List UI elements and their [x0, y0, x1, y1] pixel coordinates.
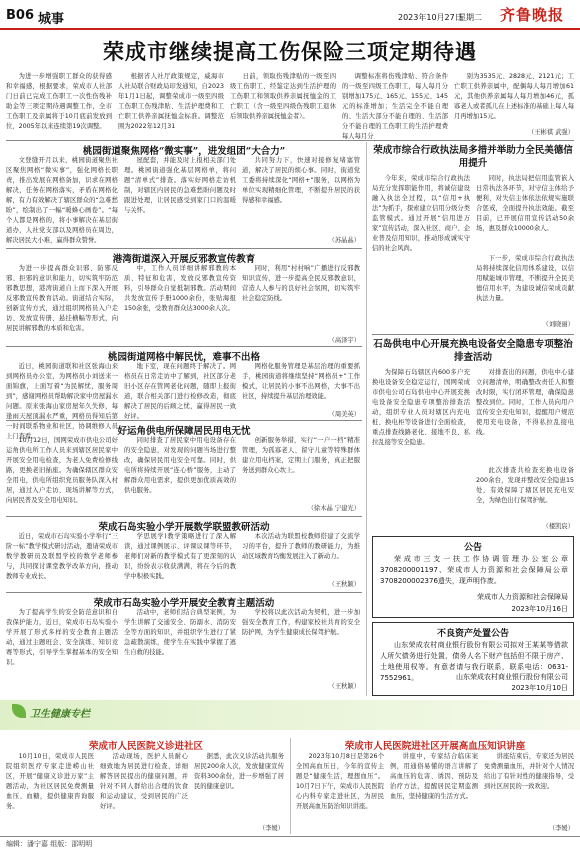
article-title: 桃园街道网格中解民忧，难事不出格 — [107, 352, 260, 363]
article-byline: （李媛） — [258, 825, 284, 832]
column-divider — [290, 738, 291, 834]
article-byline: （周美英） — [328, 411, 360, 418]
header-rule — [0, 28, 580, 30]
article-column: 同时排查了居民家中用电设备存在的安全隐患，对发现的问题当场进行整改，确保居民用电安全可靠。同时，供电所将持续开展“连心桥”服务，主动了解群众用电需求，提供更加优质高效的供电服务。 — [124, 437, 236, 494]
article-byline: （刘晓丽） — [542, 321, 574, 328]
lead-headline: 荣成市继续提高工伤保险三项定期待遇 — [103, 39, 477, 64]
article-column: 同时，利用“村村响”广播进行反邪教知识宣传，进一步提高全民反邪教意识，营造人人参与的良好社会氛围，切实筑牢社会稳定防线。 — [242, 265, 360, 302]
article-title: 荣成市石岛实验小学开展安全教育主题活动 — [93, 598, 275, 609]
article-column: 10月12日，国网荣成市供电公司好运角供电所工作人员来到辖区居民家中开展安全用电检查，为老人免费检修线路，更换老旧插座。为确保辖区群众安全用电，供电所组织党员服务队深入村居，通过入户走访、现场讲解等方式，向居民普及安全用电知识。 — [6, 437, 118, 504]
notice-date: 2023年10月16日 — [511, 605, 568, 613]
article-title: 桃园街道聚焦网格“微实事”，进发组团“大合力” — [82, 146, 286, 157]
article-byline: （王秋颖） — [328, 581, 360, 588]
notice-body: 荣成市三支一扶工作协调管理办公室公章3708200001197、荣成市人力资源和社会保障局公章3708200002376遗失，现声明作废。 — [380, 555, 568, 585]
article-byline: （楼凯宸） — [542, 523, 574, 530]
article-column: 下一步，荣成市综合行政执法局将持续深化信用体系建设，以信用赋能城市管理，不断提升全民美德信用水平，为建设诚信荣成贡献执法力量。 — [476, 255, 574, 302]
article-column: 讲座中，专家结合临床案例，用通俗易懂的语言讲解了高血压的危害、诱因、预防及治疗方法，提醒居民定期监测血压，坚持健康的生活方式。 — [390, 753, 478, 800]
divider — [6, 248, 362, 249]
notice-date: 2023年10月10日 — [511, 684, 568, 692]
article-column: 地下室，现在问题终于解决了。网格员在日常走访中了解到，社区部分老旧小区存在管网老化问题，随即上报街道，联合相关部门进行检修改造，彻底解决了居民的后顾之忧，赢得居民一致好评。 — [124, 363, 236, 420]
editor-credits: 编辑：潘宁嘉 组版：邵明明 — [6, 840, 93, 848]
article-byline: （王秋颖） — [328, 683, 360, 690]
divider — [372, 334, 574, 335]
article-column: 学思展学)教学策略进行了深入解读，通过课例展示、评课议课等环节，老师们对新的教学模式有了更深刻的认识，纷纷表示收获满满，将在今后的教学中积极实践。 — [124, 533, 236, 580]
article-column: 近日，荣成市石岛实验小学举行“三阶一标”教学模式研讨活动，邀请荣成市数学教研员及联盟学校的数学老师参与，共同探讨课堂教学改革方向，推动教师专业成长。 — [6, 533, 118, 580]
article-column: 共同努力下，快速对接修复堵塞管道，解决了居民的烦心事。同时，街道党工委将持续深化“网格+”服务，以网格为单位实现精细化管理，不断提升居民的获得感和幸福感。 — [242, 157, 360, 204]
article-column: 讲座结束后，专家还为居民免费测量血压，并针对个人情况给出了有针对性的健康指导，受到社区居民的一致欢迎。 — [484, 753, 574, 790]
article-column: 10月10日，荣成市人民医院组织医疗专家走进崂山社区，开展“健康义诊进万家”主题活动，为社区居民免费测量血压、血糖，提供健康咨询服务。 — [6, 753, 94, 810]
article-column: 网格化服务管理是基层治理的重要抓手，桃园街道将继续坚持“网格员+”工作模式，让居民的小事不出网格，大事不出社区，持续提升基层治理效能。 — [242, 363, 360, 400]
notice-body: 山东荣成农村商业银行股份有限公司拟对王某某等借款人所欠债务进行处置，债务人名下财产包括但不限于房产、土地使用权等。有意者请与我行联系，联系电话：0631-7552961。 — [380, 641, 568, 682]
article-column: 对排查出的问题，供电中心建立问题清单，明确整改责任人和整改时限，实行闭环管理，确保隐患整改到位。同时，工作人员向用户宣传安全充电知识，提醒用户规范使用充电设备，不得私拉乱接电线。 — [476, 369, 574, 436]
article-column: 屋配套，并能及时上报相关部门处理。桃园街道强化基层网格单，将问题“清单式”排查。落实好网格走访机制，对辖区内居民的急难愁盼问题及时跟进处理，让居民感受到家门口的温暖与关怀。 — [124, 157, 236, 214]
brand-logo: 齐鲁晚报 — [500, 6, 565, 24]
article-column: 学校将以此次活动为契机，进一步加强安全教育工作，构建家校社共育的安全防护网，为学生健康成长保驾护航。 — [242, 609, 360, 636]
notice-signature: 山东荣成农村商业银行股份有限公司 — [456, 673, 568, 681]
article-title: 荣成市人民医院进社区开展高血压知识讲座 — [344, 741, 526, 752]
article-byline: （苏晶晶） — [328, 237, 360, 244]
lead-byline: （王彬祺 武强） — [527, 129, 574, 136]
article-title: 石岛供电中心开展充换电设备安全隐患专项整治排查活动 — [373, 339, 573, 363]
article-column: 同时，执法局把信用监管嵌入日常执法各环节，对守信主体给予便利，对失信主体依法依规实施联合惩戒，全面提升执法效能。截至目前，已开展信用宣传活动50余场，惠及群众10000余人。 — [476, 175, 574, 232]
divider — [6, 516, 362, 517]
article-column: 据悉，此次义诊活动共服务居民200余人次，发放健康宣传资料300余份，进一步增强了居民的健康意识。 — [194, 753, 284, 790]
article-title: 好运角供电所保障居民用电无忧 — [117, 426, 251, 437]
section-name: 城事 — [38, 12, 65, 27]
article-column: 今年来，荣成市综合行政执法局充分发挥职能作用，将诚信建设融入执法全过程，以“信用+执法”为抓手，探索建立信用分级分类监管模式。通过开展“信用进万家”宣传活动，深入社区、商户、企业普及信用知识，推动形成诚实守信的社会风尚。 — [372, 175, 470, 252]
article-byline: （高泽宇） — [328, 337, 360, 344]
article-title: 荣成市人民医院义诊进社区 — [88, 741, 203, 752]
divider — [6, 140, 574, 141]
article-column: 为进一步提高群众识邪、防邪反邪、拒邪的意识和能力，切实筑牢防范邪教思想，港湾街道自上而下深入开展反邪教宣传教育活动。街道结合实际，创新宣传方式，通过组织网格员入户走访、发放宣传册、悬挂横幅等形式，向居民讲解邪教的本质和危害。 — [6, 265, 118, 332]
article-byline: （徐木晶 宁建光） — [307, 505, 360, 512]
column-divider — [366, 142, 367, 696]
notice-title: 公告 — [463, 543, 482, 553]
article-title: 港湾街道深入开展反邪教宣传教育 — [112, 254, 256, 265]
article-column: 此次排查共检查充换电设备200余台，发现并整改安全隐患15处，有效保障了辖区居民充电安全，为绿色出行保驾护航。 — [476, 467, 574, 504]
article-column: 为保障石岛辖区内600多户充换电设备安全稳定运行，国网荣成市供电公司石岛供电中心开展充换电设备安全隐患专项整治排查活动，组织专业人员对辖区内充电桩、换电柜等设备进行全面检查，重点排查线路老化、接地不良、私拉乱接等安全隐患。 — [372, 369, 470, 446]
article-column: 创新服务举措，实行“一户一档”精准管理，为孤寡老人、留守儿童等特殊群体建立用电档案，定期上门服务，真正把服务送到群众心坎上。 — [242, 437, 360, 474]
article-column: 2023年10月8日是第26个全国高血压日，今年的宣传主题是“健康生活，理想血压”。10月7日下午，荣成市人民医院心内科专家走进社区，为居民开展高血压防治知识讲座。 — [296, 753, 384, 810]
article-byline: （李媛） — [548, 825, 574, 832]
issue-date: 2023年10月27日 — [398, 13, 463, 22]
article-column: 本次活动为联盟校教师搭建了交流学习的平台，提升了教师的教研能力，为推动区域教育均衡发展注入了新动力。 — [242, 533, 360, 560]
lead-column-3: 日前，领取伤残津贴的一级至四级工伤职工、经鉴定达到生活护理的工伤职工和领取供养亲属抚恤金的工亡职工（含一级至四级伤残职工退休后领取供养亲属抚恤金者）。 — [230, 73, 336, 120]
article-column: 为了提高学生的安全防范意识和自我保护能力，近日，荣成市石岛实验小学开展了形式多样的安全教育主题活动，通过主题班会、安全演练、知识竞赛等形式，引导学生掌握基本的安全知识。 — [6, 609, 118, 666]
article-title: 荣成市综合行政执法局多措并举助力全民美德信用提升 — [373, 145, 573, 169]
divider — [6, 346, 362, 347]
lead-column-1: 为进一步增强职工群众的获得感和幸福感，根据要求，荣成市人社部门日前已完成工伤职工一次性伤残补助金等三项定期待遇调整工作，全市工伤职工及亲属将于10月底前发放到位，2005年以来连续第19次调整。 — [6, 73, 112, 130]
article-column: 活动现场，医护人员耐心细致地为居民进行检查，详细解答居民提出的健康问题，并针对不同人群给出合理的饮食和运动建议，受到居民的广泛好评。 — [100, 753, 188, 810]
lead-column-2: 根据省人社厅政策规定，威海市人社局联合财政局印发通知，自2023年1月1日起，调整荣成市一级至四级工伤职工伤残津贴、生活护理费和工亡职工供养亲属抚恤金标准。调整范围为2022年12月31 — [118, 73, 224, 130]
article-column: 近日，桃园街道联和社区张海山来到网格员办公室，为网格员小刘送来一面锦旗，上面写着“为民解忧，服务周到”，感谢网格员帮助解决家中房屋漏水问题。原来张海山家房屋年久失修，每逢雨天屋顶漏水严重，网格员得知后第一时间联系物业和社区，协调维修人员上门查看。 — [6, 363, 118, 440]
page-header — [0, 0, 580, 30]
issue-weekday: 星期二 — [458, 13, 482, 22]
lead-column-4: 调整标准将伤残津贴、符合条件的一级至四级工伤职工，每人每月分别增加175元、165元、155元、145元的标准增加；生活完全不能自理的、生活大部分不能自理的、生活部分不能自理的工伤职工的生活护理费每人每月分 — [342, 73, 448, 140]
article-column: 活动中，老师们结合典型案例，为学生讲解了交通安全、防溺水、消防安全等方面的知识，并组织学生进行了紧急疏散演练，使学生在实践中掌握了逃生自救的技能。 — [124, 609, 236, 656]
notice-title: 不良资产处置公告 — [436, 629, 509, 639]
page-code: B06 — [6, 8, 34, 23]
notice-signature: 荣成市人力资源和社会保障局 — [477, 593, 568, 601]
article-title: 荣成石岛实验小学开展数学联盟教研活动 — [98, 522, 270, 533]
article-column: 文登缝开月以来，桃园街道聚焦社区聚焦网格“微实事”，强化网格长职责，推出发展在网格备加，识求在网格解决，任务在网格落实，矛盾在网格化解，有力有效解决了辖区群众的“急难愁盼”，绘制出了一幅“暖蜂心画卷”。“每个人都是网格的，将小事解决在基层街道办，人社党支部以及网格员在周边，解决居民大小难，赢得群众赞誉。 — [6, 157, 118, 244]
article-column: 中，工作人员详细讲解邪教的本质、特征和危害，发放反邪教宣传资料，引导群众自觉抵制邪教。活动期间共发放宣传手册1000余份，张贴海报150余张，受教育群众达3000余人次。 — [124, 265, 236, 312]
divider — [6, 420, 362, 421]
lead-column-5: 别为3535元、2828元、2121元；工亡职工供养亲属中，配偶每人每月增加61元，其他供养亲属每人每月增加46元，孤寡老人或者孤儿在上述标准的基础上每人每月再增加15元。 — [454, 73, 574, 120]
health-column-logo: 卫生健康专栏 — [30, 709, 90, 720]
divider — [6, 592, 362, 593]
